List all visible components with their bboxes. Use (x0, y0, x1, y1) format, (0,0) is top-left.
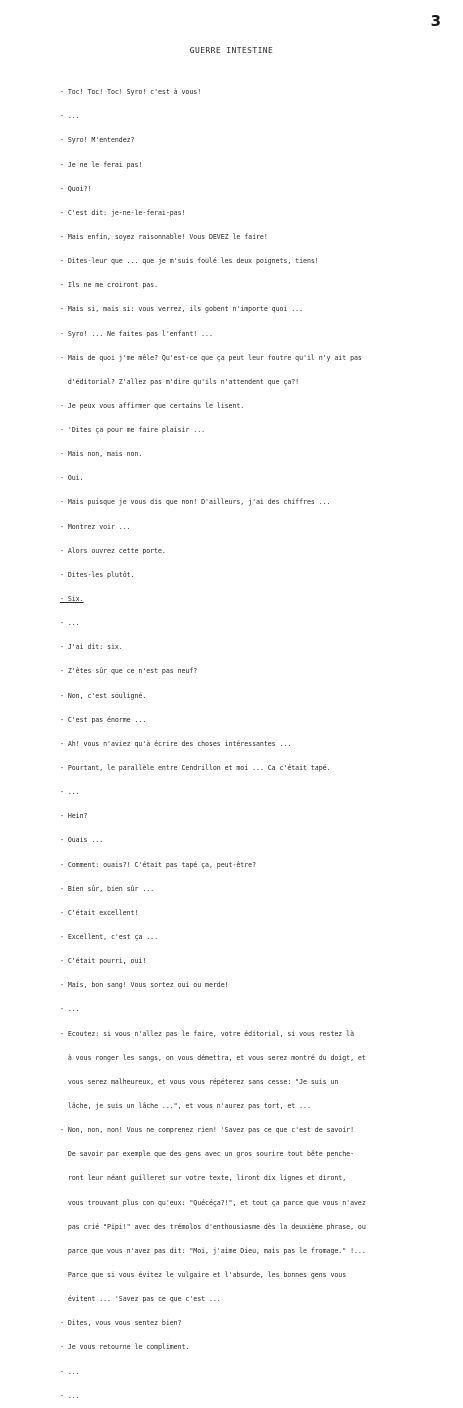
dialogue-line: - ... (60, 788, 80, 797)
dialogue-line: - J'ai dit: six. (60, 643, 123, 652)
dialogue-line: - Z'êtes sûr que ce n'est pas neuf? (60, 667, 198, 676)
dialogue-line: - Je peux vous affirmer que certains le lisent. (60, 401, 245, 410)
dialogue-line: vous trouvant plus con qu'eux: "Quécéça?!", et tout ça parce que vous n'avez (60, 1198, 366, 1207)
dialogue-line: - ... (60, 619, 80, 628)
document-title: GUERRE INTESTINE (189, 46, 274, 55)
dialogue-line: - Mais, bon sang! Vous sortez oui ou merde! (60, 981, 229, 990)
dialogue-line: évitent ... 'Savez pas ce que c'est ... (60, 1295, 221, 1304)
dialogue-line: vous serez malheureux, et vous vous répéterez sans cesse: "Je suis un (60, 1077, 339, 1086)
dialogue-line: - C'est dit: je-ne-le-ferai-pas! (60, 208, 186, 217)
dialogue-line: - Ah! vous n'aviez qu'à écrire des choses intéressantes ... (60, 739, 292, 748)
dialogue-line: - Je vous retourne le compliment. (60, 1343, 190, 1352)
dialogue-line: - C'était excellent! (60, 908, 139, 917)
dialogue-line-underlined: - Six. (60, 595, 84, 604)
dialogue-line: - Bien sûr, bien sûr ... (60, 884, 155, 893)
dialogue-line: - Ils ne me croiront pas. (60, 281, 158, 290)
dialogue-line: - Excellent, c'est ça ... (60, 933, 158, 942)
dialogue-line: Parce que si vous évitez le vulgaire et l'absurde, les bonnes gens vous (60, 1270, 347, 1279)
dialogue-line: - Mais puisque je vous dis que non! D'ailleurs, j'ai des chiffres ... (60, 498, 331, 507)
dialogue-line: - Hein? (60, 812, 88, 821)
dialogue-text (60, 72, 456, 1408)
dialogue-line: - Non, c'est souligné. (60, 691, 147, 700)
dialogue-line: lâche, je suis un lâche ...", et vous n'aurez pas tort, et ... (60, 1102, 311, 1110)
dialogue-line: ront leur néant guilleret sur votre texte, liront dix lignes et diront, (60, 1174, 347, 1183)
dialogue-line: - ... (60, 1005, 80, 1014)
dialogue-line: - ... (60, 112, 80, 121)
dialogue-line: - Oui. (60, 474, 84, 483)
page-number: 3 (430, 12, 441, 30)
dialogue-line: - Dites-leur que ... que je m'suis foulé les deux poignets, tiens! (60, 257, 319, 266)
dialogue-line: à vous ronger les sangs, on vous démettra, et vous serez montré du doigt, et (60, 1053, 366, 1062)
dialogue-line: - 'Dites ça pour me faire plaisir ... (60, 426, 206, 435)
dialogue-line: - Pourtant, le parallèle entre Cendrillon et moi ... Ca c'était tapé. (60, 764, 331, 773)
dialogue-line: - Ouais ... (60, 836, 104, 845)
dialogue-line: - C'est pas énorme ... (60, 715, 147, 724)
dialogue-line: - Dites, vous vous sentez bien? (60, 1319, 182, 1328)
dialogue-line: - Syro! M'entendez? (60, 136, 135, 145)
dialogue-line: d'éditorial? Z'allez pas m'dire qu'ils n'attendent que ça?! (60, 377, 300, 386)
dialogue-line: - C'était pourri, oui! (60, 957, 147, 966)
dialogue-line: pas crié "Pipi!" avec des trémolos d'enthousiasme dès la deuxième phrase, ou (60, 1222, 366, 1231)
dialogue-line: parce que vous n'avez pas dit: "Moi, j'aime Dieu, mais pas le fromage." !... (60, 1246, 366, 1255)
dialogue-line: - Ecoutez: si vous n'allez pas le faire, votre éditorial, si vous restez là (60, 1029, 354, 1038)
dialogue-line: - Mais de quoi j'me mêle? Qu'est-ce que ça peut leur foutre qu'il n'y ait pas (60, 353, 362, 362)
dialogue-line: - Mais si, mais si: vous verrez, ils gobent n'importe quoi ... (60, 305, 304, 314)
dialogue-line: - ... (60, 1367, 80, 1376)
dialogue-line: - Non, non, non! Vous ne comprenez rien! 'Savez pas ce que c'est de savoir! (60, 1126, 354, 1135)
dialogue-line: - Toc! Toc! Toc! Syro! c'est à vous! (60, 88, 202, 97)
dialogue-line: - Dites-les plutôt. (60, 570, 135, 579)
dialogue-line: - ... (60, 1391, 80, 1400)
dialogue-line: De savoir par exemple que des gens avec un gros sourire tout bête penche- (60, 1150, 354, 1159)
dialogue-line: - Mais enfin, soyez raisonnable! Vous DEVEZ le faire! (60, 232, 268, 241)
dialogue-line: - Alors ouvrez cette porte. (60, 546, 166, 555)
dialogue-line: - Mais non, mais non. (60, 450, 143, 459)
dialogue-line: - Je ne le ferai pas! (60, 160, 143, 169)
dialogue-line: - Syro! ... Ne faites pas l'enfant! ... (60, 329, 213, 338)
dialogue-line: - Comment: ouais?! C'était pas tapé ça, peut-être? (60, 860, 256, 869)
dialogue-line: - Quoi?! (60, 184, 92, 193)
dialogue-line: - Montrez voir ... (60, 522, 131, 531)
